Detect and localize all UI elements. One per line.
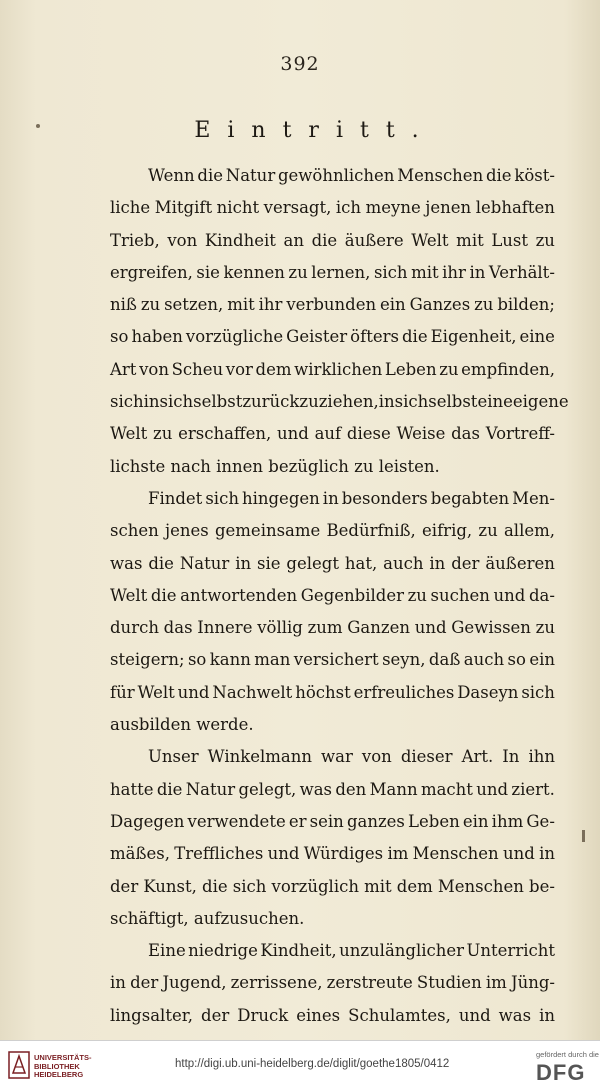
paragraph (110, 483, 555, 741)
dfg-logo: DFG (536, 1060, 586, 1085)
text-line: steigern; so kann man versichert seyn, daß auch so ein (110, 650, 555, 670)
funding-note: gefördert durch die (536, 1050, 599, 1059)
text-line: so haben vorzügliche Geister öfters die Eigenheit, eine (110, 327, 555, 347)
text-line: niß zu setzen, mit ihr verbunden ein Ganzes zu bilden; (110, 295, 555, 315)
text-line: ergreifen, sie kennen zu lernen, sich mit ihr in Verhält- (110, 262, 555, 282)
permalink-url[interactable]: http://digi.ub.uni-heidelberg.de/diglit/goethe1805/0412 (175, 1058, 450, 1070)
text-line: Art von Scheu vor dem wirklichen Leben zu empfinden, (110, 359, 555, 379)
text-line: Wenn die Natur gewöhnlichen Menschen die köst- (148, 166, 555, 185)
library-line: UNIVERSITÄTS- (34, 1053, 92, 1062)
text-line: Findet sich hingegen in besonders begabten Men- (148, 488, 555, 508)
paragraph (110, 935, 555, 1032)
text-line: Welt zu erschaffen, und auf diese Weise das Vortreff- (110, 424, 555, 444)
library-line: HEIDELBERG (34, 1070, 84, 1079)
text-line: durch das Innere völlig zum Ganzen und Gewissen zu (110, 618, 555, 638)
text-line: liche Mitgift nicht versagt, ich meyne jenen lebhaften (110, 198, 555, 218)
university-seal-icon (8, 1051, 30, 1079)
text-line: was die Natur in sie gelegt hat, auch in der äußeren (110, 553, 555, 573)
text-line: sich in sich selbst zurückzuziehen, in sich selbst eine eigene (110, 392, 569, 412)
text-line: lingsalter, der Druck eines Schulamtes, und was in (110, 1005, 555, 1025)
text-line: Unser Winkelmann war von dieser Art. In ihn (148, 747, 555, 767)
text-line: mäßes, Treffliches und Würdiges im Menschen und in (110, 844, 555, 864)
text-line: in der Jugend, zerrissene, zerstreute Studien im Jüng- (110, 973, 555, 993)
library-line: BIBLIOTHEK (34, 1061, 80, 1071)
text-line: für Welt und Nachwelt höchst erfreuliches Daseyn sich (110, 682, 555, 702)
paragraph (110, 741, 555, 935)
text-line: schäftigt, aufzusuchen. (110, 908, 305, 928)
text-line: schen jenes gemeinsame Bedürfniß, eifrig, zu allem, (110, 521, 555, 541)
text-line: lichste nach innen bezüglich zu leisten. (110, 456, 440, 476)
chapter-heading: Eintritt. (194, 118, 436, 143)
text-line: hatte die Natur gelegt, was den Mann macht und ziert. (110, 779, 555, 799)
text-line: der Kunst, die sich vorzüglich mit dem Menschen be- (110, 876, 555, 896)
page-number: 392 (280, 53, 320, 75)
viewer-footer (0, 1040, 600, 1089)
library-name (34, 1054, 92, 1080)
text-line: ausbilden werde. (110, 715, 254, 735)
text-line: Dagegen verwendete er sein ganzes Leben ein ihm Ge- (110, 811, 555, 831)
text-line: Eine niedrige Kindheit, unzulänglicher Unterricht (148, 941, 555, 961)
text-line: Welt die antwortenden Gegenbilder zu suchen und da- (110, 585, 555, 605)
paragraph (110, 160, 569, 483)
margin-mark (582, 830, 585, 842)
text-line: Trieb, von Kindheit an die äußere Welt mit Lust zu (110, 230, 555, 250)
body-text (110, 160, 569, 1032)
